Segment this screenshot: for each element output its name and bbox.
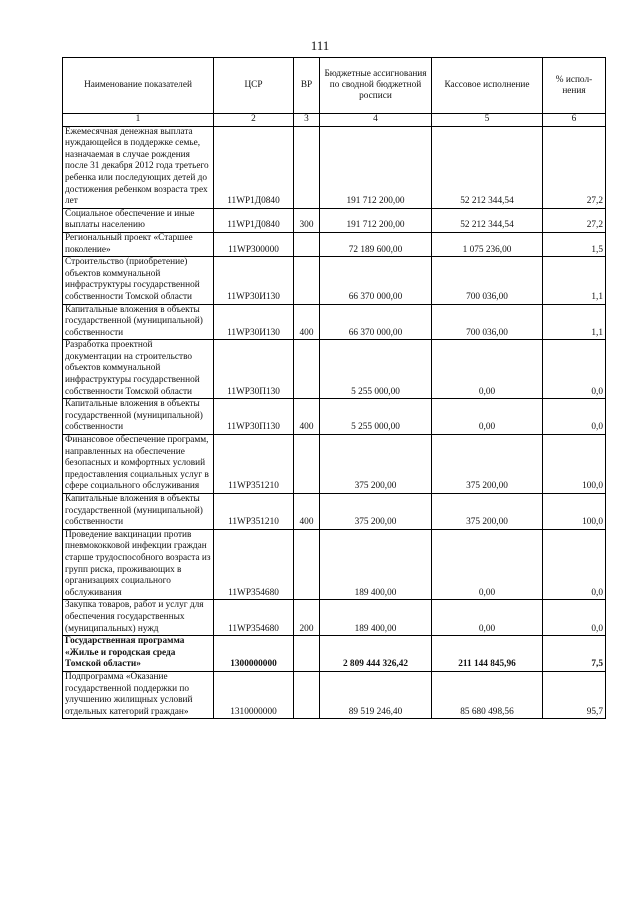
indicator-name-cell: Проведение вакцинации против пневмококковой инфекции граждан старше трудоспособного возраста из групп риска, проживающих в организациях социального обслуживания <box>63 529 214 600</box>
budget-amount-cell: 5 255 000,00 <box>320 399 432 435</box>
indicator-name-cell: Капитальные вложения в объекты государственной (муниципальной) собственности <box>63 304 214 340</box>
table-row <box>63 208 606 232</box>
indicator-name-cell: Государственная программа «Жилье и городская среда Томской области» <box>63 636 214 672</box>
vr-code-cell <box>294 529 320 600</box>
execution-percent-cell: 7,5 <box>543 636 606 672</box>
execution-percent-cell: 0,0 <box>543 529 606 600</box>
header-vr: ВР <box>294 58 320 114</box>
cash-execution-cell: 0,00 <box>432 600 543 636</box>
execution-percent-cell: 95,7 <box>543 671 606 718</box>
table-row <box>63 232 606 256</box>
budget-amount-cell: 191 712 200,00 <box>320 126 432 208</box>
execution-percent-cell: 0,0 <box>543 600 606 636</box>
table-header-row <box>63 58 606 114</box>
vr-code-cell <box>294 257 320 304</box>
csr-code-cell: 11WP300000 <box>214 232 294 256</box>
table-row <box>63 435 606 494</box>
table-row <box>63 600 606 636</box>
execution-percent-cell: 100,0 <box>543 494 606 530</box>
header-csr: ЦСР <box>214 58 294 114</box>
indicator-name-cell: Финансовое обеспечение программ, направленных на обеспечение безопасных и комфортных условий предоставления социальных услуг в сфере социального обслуживания <box>63 435 214 494</box>
vr-code-cell <box>294 232 320 256</box>
cash-execution-cell: 700 036,00 <box>432 257 543 304</box>
indicator-name-cell: Социальное обеспечение и иные выплаты населению <box>63 208 214 232</box>
csr-code-cell: 11WP30И130 <box>214 304 294 340</box>
csr-code-cell: 1300000000 <box>214 636 294 672</box>
budget-amount-cell: 66 370 000,00 <box>320 257 432 304</box>
column-number: 4 <box>320 114 432 127</box>
execution-percent-cell: 0,0 <box>543 340 606 399</box>
csr-code-cell: 11WP351210 <box>214 435 294 494</box>
column-number: 1 <box>63 114 214 127</box>
column-number-row <box>63 114 606 127</box>
header-budget-allocations: Бюджетные ассигнования по сводной бюджетной росписи <box>320 58 432 114</box>
indicator-name-cell: Ежемесячная денежная выплата нуждающейся в поддержке семье, назначаемая в случае рождения после 31 декабря 2012 года третьего ребенка или последующих детей до достижения ребенком возраста трех лет <box>63 126 214 208</box>
execution-percent-cell: 1,1 <box>543 304 606 340</box>
budget-amount-cell: 89 519 246,40 <box>320 671 432 718</box>
cash-execution-cell: 0,00 <box>432 529 543 600</box>
budget-amount-cell: 189 400,00 <box>320 529 432 600</box>
column-number: 6 <box>543 114 606 127</box>
budget-amount-cell: 191 712 200,00 <box>320 208 432 232</box>
column-number: 5 <box>432 114 543 127</box>
budget-amount-cell: 2 809 444 326,42 <box>320 636 432 672</box>
table-row <box>63 529 606 600</box>
vr-code-cell <box>294 126 320 208</box>
cash-execution-cell: 0,00 <box>432 399 543 435</box>
csr-code-cell: 11WP30П130 <box>214 399 294 435</box>
budget-amount-cell: 375 200,00 <box>320 494 432 530</box>
table-row <box>63 257 606 304</box>
cash-execution-cell: 375 200,00 <box>432 435 543 494</box>
vr-code-cell: 200 <box>294 600 320 636</box>
execution-percent-cell: 27,2 <box>543 208 606 232</box>
indicator-name-cell: Строительство (приобретение) объектов коммунальной инфраструктуры государственной собственности Томской области <box>63 257 214 304</box>
column-number: 3 <box>294 114 320 127</box>
budget-amount-cell: 66 370 000,00 <box>320 304 432 340</box>
table-row <box>63 671 606 718</box>
table-row <box>63 304 606 340</box>
table-row <box>63 399 606 435</box>
vr-code-cell <box>294 671 320 718</box>
budget-amount-cell: 72 189 600,00 <box>320 232 432 256</box>
csr-code-cell: 11WP351210 <box>214 494 294 530</box>
vr-code-cell <box>294 340 320 399</box>
cash-execution-cell: 375 200,00 <box>432 494 543 530</box>
indicator-name-cell: Капитальные вложения в объекты государственной (муниципальной) собственности <box>63 494 214 530</box>
budget-amount-cell: 5 255 000,00 <box>320 340 432 399</box>
csr-code-cell: 11WP1Д0840 <box>214 208 294 232</box>
vr-code-cell: 400 <box>294 399 320 435</box>
vr-code-cell: 400 <box>294 494 320 530</box>
cash-execution-cell: 52 212 344,54 <box>432 126 543 208</box>
table-row <box>63 636 606 672</box>
cash-execution-cell: 85 680 498,56 <box>432 671 543 718</box>
csr-code-cell: 11WP30И130 <box>214 257 294 304</box>
header-indicator-name: Наименование показателей <box>63 58 214 114</box>
page-number: 111 <box>310 38 330 53</box>
execution-percent-cell: 1,5 <box>543 232 606 256</box>
cash-execution-cell: 0,00 <box>432 340 543 399</box>
header-execution-percent: % испол-нения <box>543 58 606 114</box>
header-cash-execution: Кассовое исполнение <box>432 58 543 114</box>
csr-code-cell: 11WP354680 <box>214 529 294 600</box>
cash-execution-cell: 1 075 236,00 <box>432 232 543 256</box>
indicator-name-cell: Региональный проект «Старшее поколение» <box>63 232 214 256</box>
execution-percent-cell: 27,2 <box>543 126 606 208</box>
csr-code-cell: 11WP1Д0840 <box>214 126 294 208</box>
column-number: 2 <box>214 114 294 127</box>
cash-execution-cell: 211 144 845,96 <box>432 636 543 672</box>
cash-execution-cell: 700 036,00 <box>432 304 543 340</box>
vr-code-cell: 400 <box>294 304 320 340</box>
budget-execution-table <box>62 57 606 719</box>
budget-amount-cell: 189 400,00 <box>320 600 432 636</box>
table-row <box>63 126 606 208</box>
indicator-name-cell: Подпрограмма «Оказание государственной поддержки по улучшению жилищных условий отдельных категорий граждан» <box>63 671 214 718</box>
vr-code-cell <box>294 636 320 672</box>
indicator-name-cell: Закупка товаров, работ и услуг для обеспечения государственных (муниципальных) нужд <box>63 600 214 636</box>
cash-execution-cell: 52 212 344,54 <box>432 208 543 232</box>
indicator-name-cell: Разработка проектной документации на строительство объектов коммунальной инфраструктуры государственной собственности Томской области <box>63 340 214 399</box>
csr-code-cell: 11WP30П130 <box>214 340 294 399</box>
execution-percent-cell: 1,1 <box>543 257 606 304</box>
execution-percent-cell: 100,0 <box>543 435 606 494</box>
table-row <box>63 340 606 399</box>
budget-amount-cell: 375 200,00 <box>320 435 432 494</box>
execution-percent-cell: 0,0 <box>543 399 606 435</box>
table-row <box>63 494 606 530</box>
indicator-name-cell: Капитальные вложения в объекты государственной (муниципальной) собственности <box>63 399 214 435</box>
vr-code-cell <box>294 435 320 494</box>
vr-code-cell: 300 <box>294 208 320 232</box>
csr-code-cell: 1310000000 <box>214 671 294 718</box>
csr-code-cell: 11WP354680 <box>214 600 294 636</box>
